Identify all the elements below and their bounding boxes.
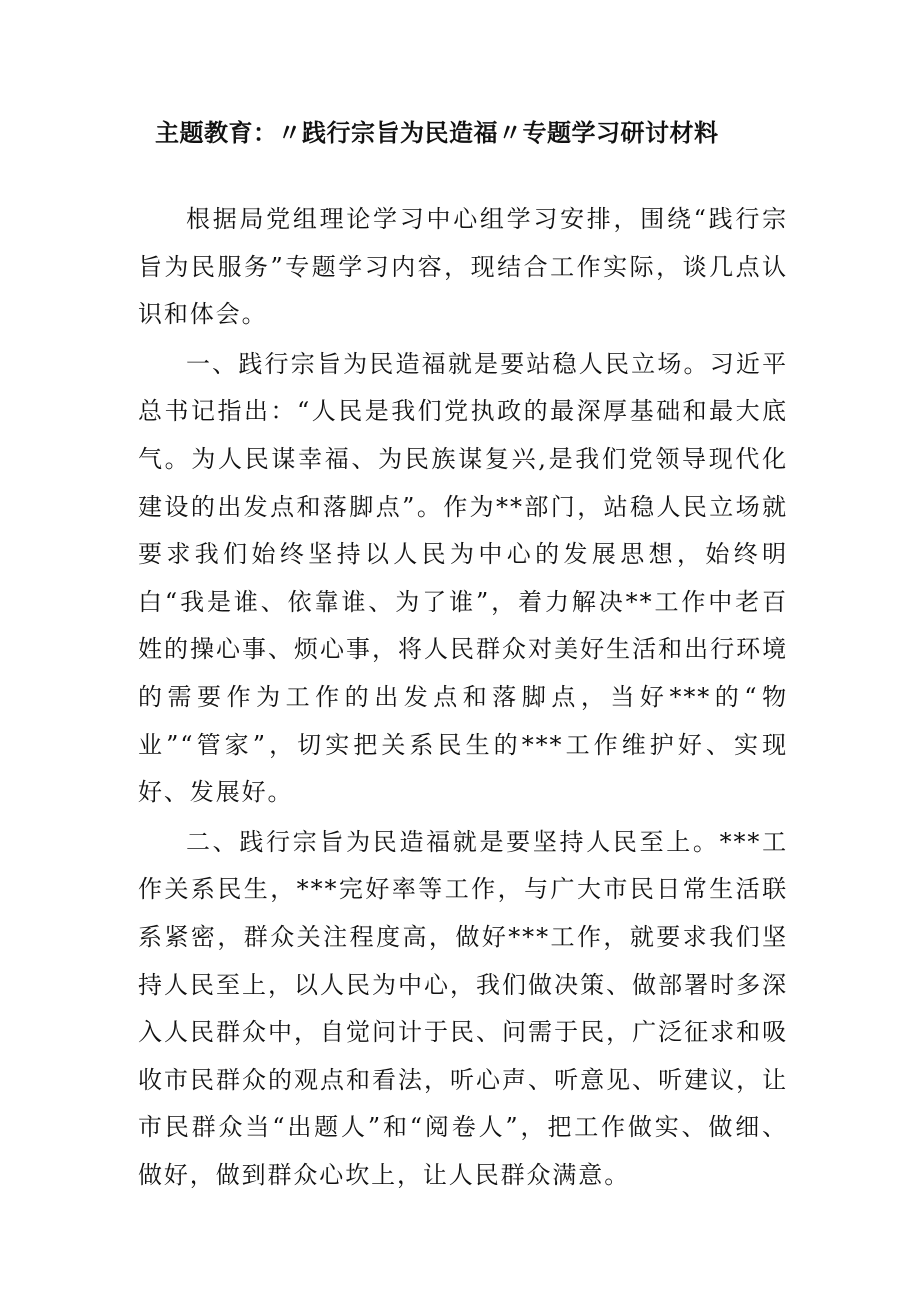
document-title: 主题教育：〃践行宗旨为民造福〃专题学习研讨材料 — [155, 119, 719, 147]
paragraph-section-one: 一、践行宗旨为民造福就是要站稳人民立场。习近平总书记指出：“人民是我们党执政的最深厚基础和最大底气。为人民谋幸福、为民族谋复兴,是我们党领导现代化建设的出发点和落脚点”。作为**部门，站稳人民立场就要求我们始终坚持以人民为中心的发展思想，始终明白“我是谁、依靠谁、为了谁”，着力解决**工作中老百姓的操心事、烦心事，将人民群众对美好生活和出行环境的需要作为工作的出发点和落脚点，当好***的“物业”“管家”，切实把关系民生的***工作维护好、实现好、发展好。 — [138, 349, 788, 807]
document-body — [138, 196, 788, 1201]
paragraph-section-two: 二、践行宗旨为民造福就是要坚持人民至上。***工作关系民生，***完好率等工作，与广大市民日常生活联系紧密，群众关注程度高，做好***工作，就要求我们坚持人民至上，以人民为中心，我们做决策、做部署时多深入人民群众中，自觉问计于民、问需于民，广泛征求和吸收市民群众的观点和看法，听心声、听意见、听建议，让市民群众当“出题人”和“阅卷人”，把工作做实、做细、做好，做到群众心坎上，让人民群众满意。 — [138, 827, 788, 1189]
paragraph-intro: 根据局党组理论学习中心组学习安排，围绕“践行宗旨为民服务”专题学习内容，现结合工作实际，谈几点认识和体会。 — [138, 205, 788, 329]
